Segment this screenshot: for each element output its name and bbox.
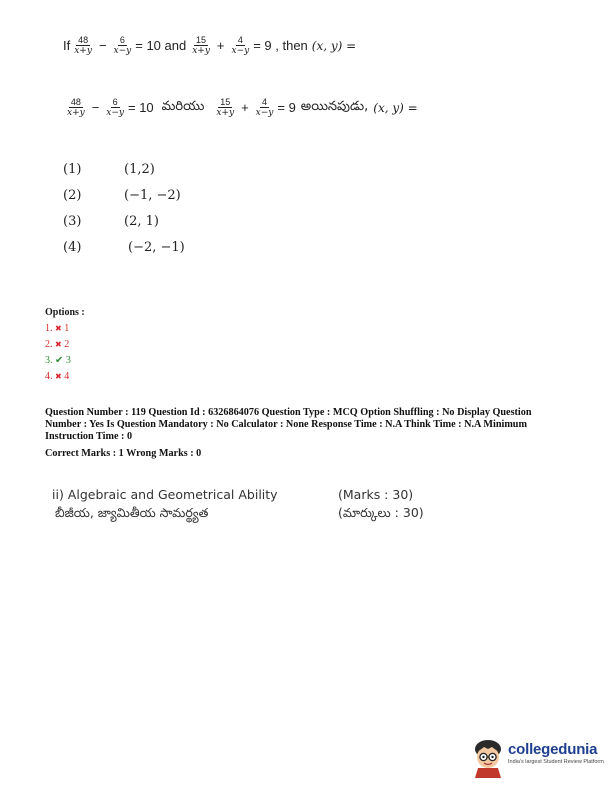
fraction-4-over-x-minus-y: $\frac{4}{x-y}$	[255, 97, 274, 118]
fraction-6-over-x-minus-y: $\frac{6}{x-y}$	[106, 97, 124, 118]
marks-info: Correct Marks : 1 Wrong Marks : 0	[45, 448, 202, 459]
fraction-4-over-x-minus-y: $\frac{4}{x-y}$	[231, 35, 250, 56]
check-mark-icon: ✔	[55, 355, 64, 366]
option-item-correct: 3. ✔ 3	[45, 355, 71, 366]
collegedunia-logo	[470, 736, 605, 778]
fraction-15-over-x-plus-y: $\frac{15}{x+y}$	[216, 97, 235, 118]
fraction-48-over-x-plus-y: $\frac{48}{x+y}$	[74, 35, 92, 56]
wrong-mark-icon: ✖	[55, 324, 62, 333]
question-telugu: $\frac{48}{x+y}$ − $\frac{6}{x-y}$ = 10 మరియు $\frac{15}{x+y}$ + $\frac{4}{x-y}$ = 9 అయినపుడు, (x, y) =	[67, 97, 418, 118]
wrong-mark-icon: ✖	[55, 340, 62, 349]
option-item: 1. ✖ 1	[45, 323, 70, 334]
options-title: Options :	[45, 307, 85, 318]
question-metadata: Question Number : 119 Question Id : 6326864076 Question Type : MCQ Option Shuffling : No Display Question Number : Yes Is Question Mandatory : No Calculator : None Response Time : N.A Think Time : N.A Minimum Instruction Time : 0	[45, 407, 532, 442]
section-marks-telugu: (మార్కులు : 30)	[338, 505, 424, 520]
fraction-15-over-x-plus-y: $\frac{15}{x+y}$	[192, 35, 210, 56]
mascot-icon	[470, 736, 506, 778]
choice-row: (1) (1,2)	[63, 162, 155, 177]
option-item: 4. ✖ 4	[45, 371, 70, 382]
section-marks-english: (Marks : 30)	[338, 487, 414, 502]
wrong-mark-icon: ✖	[55, 372, 62, 381]
choice-row: (4) (−2, −1)	[63, 240, 185, 255]
brand-tagline: India's largest Student Review Platform	[508, 759, 604, 765]
option-item: 2. ✖ 2	[45, 339, 70, 350]
section-title-telugu: బీజీయ, జ్యామితీయ సామర్థ్యత	[55, 505, 209, 520]
fraction-48-over-x-plus-y: $\frac{48}{x+y}$	[67, 97, 85, 118]
choice-row: (2) (−1, −2)	[63, 188, 181, 203]
choice-row: (3) (2, 1)	[63, 214, 159, 229]
question-prefix: If	[63, 38, 71, 53]
brand-name: collegedunia	[508, 741, 598, 758]
section-title-english: ii) Algebraic and Geometrical Ability	[52, 487, 278, 502]
question-english: If $\frac{48}{x+y}$ − $\frac{6}{x-y}$ = 10 and $\frac{15}{x+y}$ + $\frac{4}{x-y}$ = 9 , then (x, y) =	[63, 35, 357, 56]
fraction-6-over-x-minus-y: $\frac{6}{x-y}$	[113, 35, 132, 56]
